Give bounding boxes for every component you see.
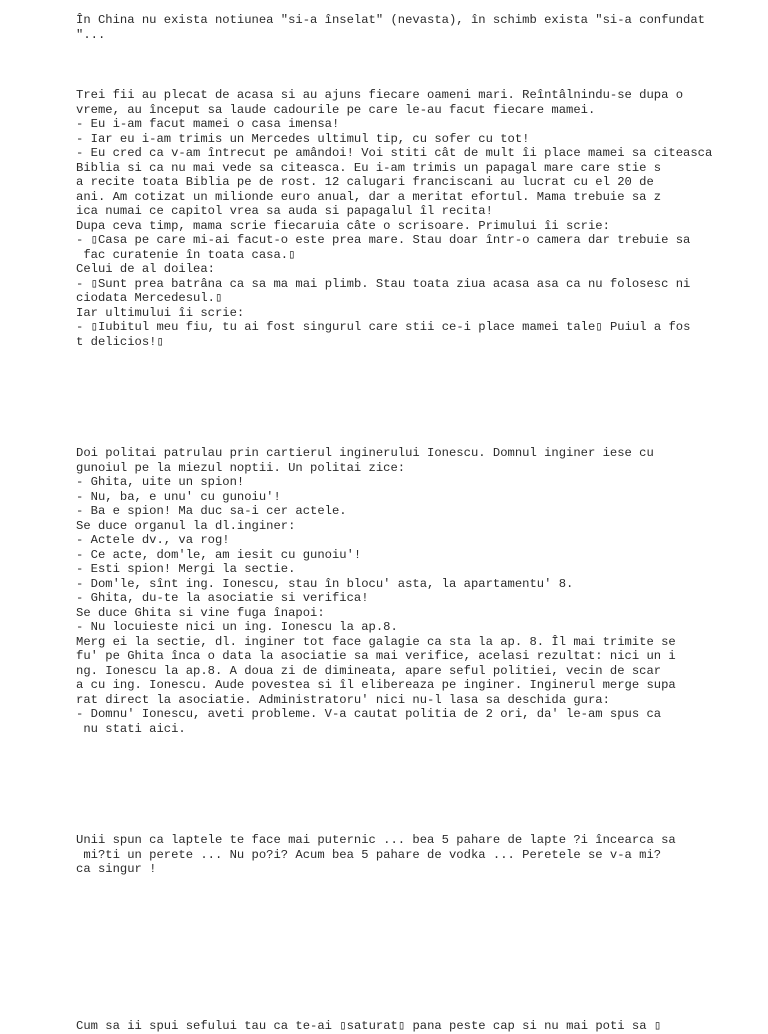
joke-boss-cutoff: Cum sa ii spui sefului tau ca te-ai ▯saturat▯ pana peste cap si nu mai poti sa ▯ xyxy=(76,1019,662,1033)
joke-three-sons: Trei fii au plecat de acasa si au ajuns fiecare oameni mari. Reîntâlnindu-se dupa o vreme, au început sa laude cadourile pe care le-au facut fiecare mamei. - Eu i-am facut mamei o casa imensa! - Iar eu i-am trimis un Mercedes ultimul tip, cu sofer cu tot! - Eu cred ca v-am întrecut pe amândoi! Voi stiti cât de mult îi place mamei sa citeasca Biblia si ca nu mai vede sa citeasca. Eu i-am trimis un papagal mare care stie s a recite toata Biblia pe de rost. 12 calugari franciscani au lucrat cu el 20 de ani. Am cotizat un milionde euro anual, dar a meritat efortul. Mama trebuie sa z ica numai ce capitol vrea sa auda si papagalul îl recita! Dupa ceva timp, mama scrie fiecaruia câte o scrisoare. Primului îi scrie: - ▯Casa pe care mi-ai facut-o este prea mare. Stau doar într-o camera dar trebuie sa fac curatenie în toata casa.▯ Celui de al doilea: - ▯Sunt prea batrâna ca sa ma mai plimb. Stau toata ziua acasa asa ca nu folosesc ni ciodata Mercedesul.▯ Iar ultimului îi scrie: - ▯Iubitul meu fiu, tu ai fost singurul care stii ce-i place mamei tale▯ Puiul a fos t delicios!▯ xyxy=(76,88,713,349)
joke-china: În China nu exista notiunea "si-a înselat" (nevasta), în schimb exista "si-a confundat "... xyxy=(76,13,705,42)
joke-milk-vodka: Unii spun ca laptele te face mai puternic ... bea 5 pahare de lapte ?i încearca sa mi?ti un perete ... Nu po?i? Acum bea 5 pahare de vodka ... Peretele se v-a mi? ca singur ! xyxy=(76,833,676,876)
joke-engineer-ionescu: Doi politai patrulau prin cartierul inginerului Ionescu. Domnul inginer iese cu gunoiul pe la miezul noptii. Un politai zice: - Ghita, uite un spion! - Nu, ba, e unu' cu gunoiu'! - Ba e spion! Ma duc sa-i cer actele. Se duce organul la dl.inginer: - Actele dv., va rog! - Ce acte, dom'le, am iesit cu gunoiu'! - Esti spion! Mergi la sectie. - Dom'le, sînt ing. Ionescu, stau în blocu' asta, la apartamentu' 8. - Ghita, du-te la asociatie si verifica! Se duce Ghita si vine fuga înapoi: - Nu locuieste nici un ing. Ionescu la ap.8. Merg ei la sectie, dl. inginer tot face galagie ca sta la ap. 8. Îl mai trimite se fu' pe Ghita înca o data la asociatie sa mai verifice, acelasi rezultat: nici un i ng. Ionescu la ap.8. A doua zi de dimineata, apare seful politiei, vecin de scar a cu ing. Ionescu. Aude povestea si îl elibereaza pe inginer. Inginerul merge supa rat direct la asociatie. Administratoru' nici nu-l lasa sa deschida gura: - Domnu' Ionescu, aveti probleme. V-a cautat politia de 2 ori, da' le-am spus ca nu stati aici. xyxy=(76,446,676,736)
